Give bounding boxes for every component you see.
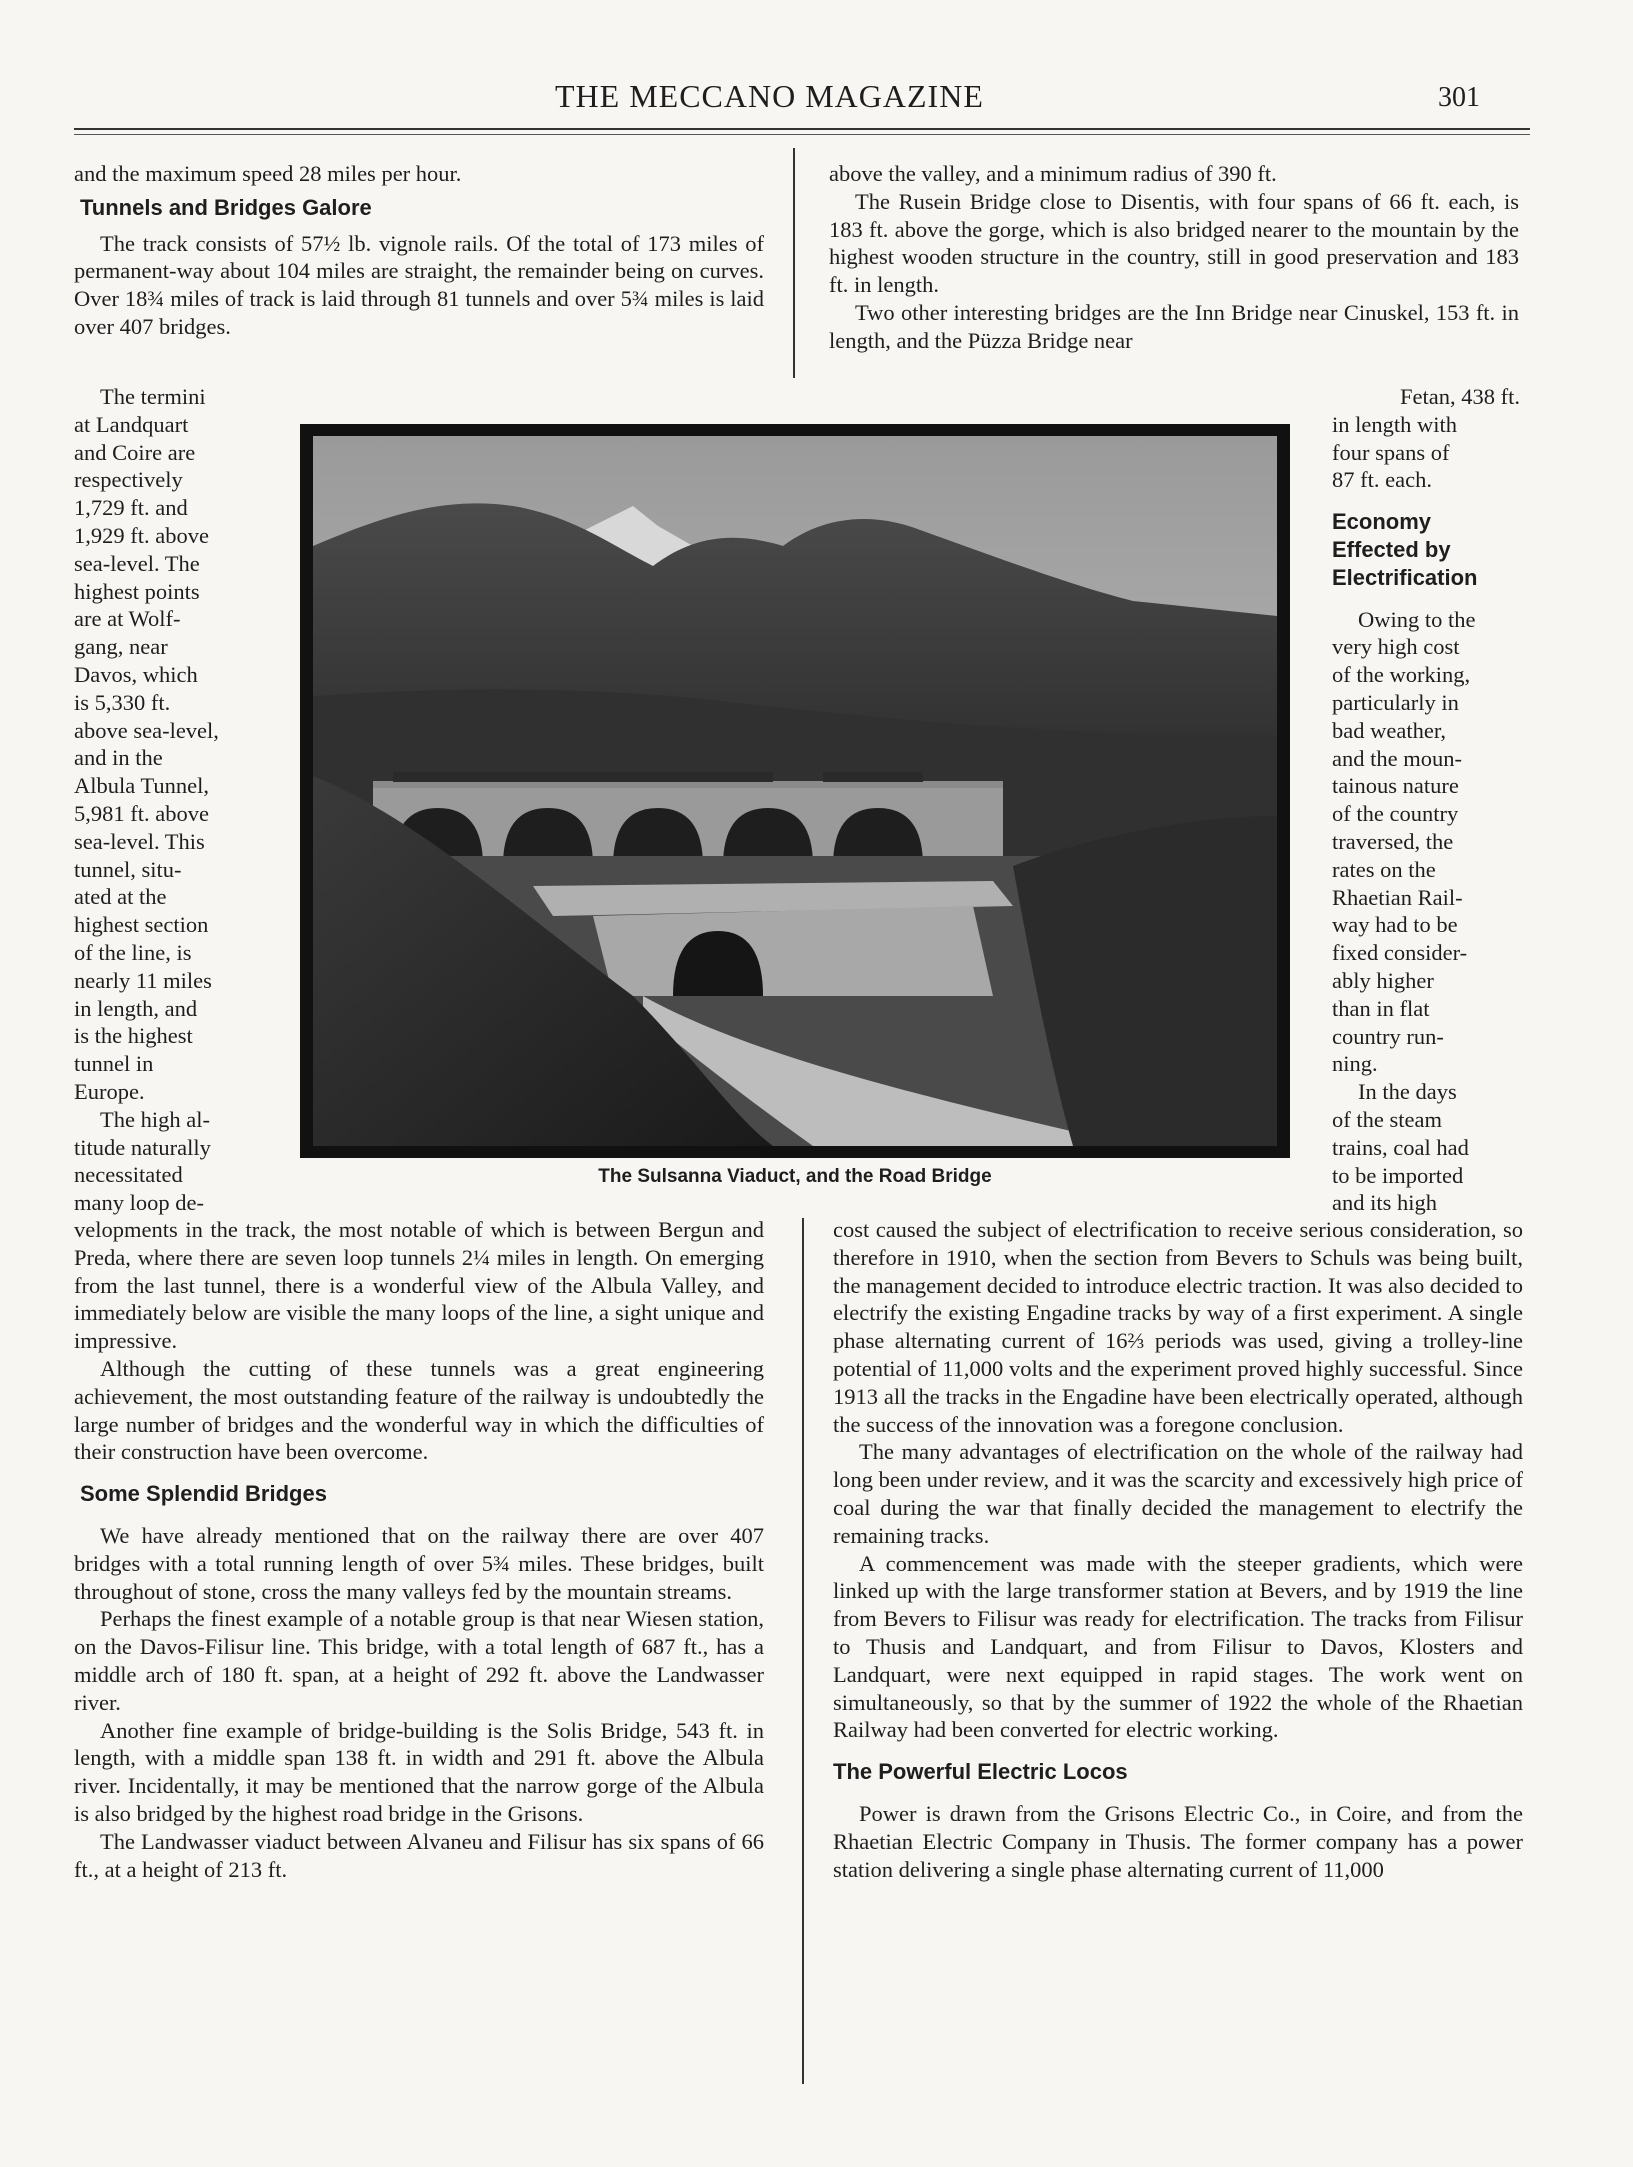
- section-heading: Some Splendid Bridges: [80, 1481, 327, 1507]
- viaduct-photo-image: [313, 436, 1277, 1146]
- narrow-line: In the days: [1358, 1079, 1457, 1105]
- narrow-line: particularly in: [1332, 689, 1459, 715]
- header-rule: [74, 128, 1530, 130]
- paragraph: We have already mentioned that on the railway there are over 407 bridges with a total running length of over 5¾ miles. These bridges, built throughout of stone, cross the many valleys fed by the mountain streams.: [74, 1522, 764, 1604]
- narrow-line: above sea-level,: [74, 717, 219, 743]
- viaduct-photograph: [300, 424, 1290, 1158]
- section-heading: Economy: [1332, 509, 1432, 535]
- page-number: 301: [1438, 82, 1480, 113]
- right-column-top: [829, 160, 1519, 355]
- paragraph: The Rusein Bridge close to Disentis, with four spans of 66 ft. each, is 183 ft. above the gorge, which is also bridged nearer to the mountain by the highest wooden structure in the country, still in good preservation and 183 ft. in length.: [829, 188, 1519, 298]
- narrow-line: Owing to the: [1358, 606, 1476, 632]
- page-header: [0, 70, 1633, 130]
- narrow-line: The termini: [100, 384, 206, 409]
- narrow-line: of the country: [1332, 801, 1459, 827]
- narrow-line: The high al-: [100, 1106, 210, 1132]
- narrow-line: very high cost: [1332, 634, 1460, 660]
- narrow-line: than in flat: [1332, 995, 1430, 1021]
- section-heading: Tunnels and Bridges Galore: [80, 194, 372, 220]
- right-narrow-column: [1332, 383, 1520, 1217]
- left-column-top: [74, 160, 764, 341]
- narrow-line: tunnel, situ-: [74, 856, 182, 882]
- narrow-line: of the working,: [1332, 662, 1471, 688]
- narrow-line: Rhaetian Rail-: [1332, 884, 1463, 910]
- narrow-line: ated at the: [74, 884, 167, 910]
- narrow-line: four spans of: [1332, 439, 1450, 465]
- narrow-line: 1,729 ft. and: [74, 495, 188, 521]
- paragraph: A commencement was made with the steeper gradients, which were linked up with the large transformer station at Bevers, and by 1919 the line from Bevers to Filisur was ready for electrification. The tracks from Filisur to Thusis and Landquart, and from Filisur to Davos, Klosters and Landquart, were next equipped in rapid stages. The work went on simultaneously, so that by the summer of 1922 the whole of the Rhaetian Railway had been converted for electric working.: [833, 1550, 1523, 1743]
- narrow-line: Europe.: [74, 1078, 145, 1104]
- magazine-title: THE MECCANO MAGAZINE: [555, 78, 984, 114]
- column-divider-bottom: [802, 1218, 804, 2084]
- narrow-line: tainous nature: [1332, 773, 1459, 799]
- narrow-line: of the line, is: [74, 939, 192, 965]
- narrow-line: 87 ft. each.: [1332, 467, 1432, 493]
- narrow-line: sea-level. The: [74, 550, 200, 576]
- paragraph: Another fine example of bridge-building is the Solis Bridge, 543 ft. in length, with a middle span 138 ft. in width and 291 ft. above the Albula river. Incidentally, it may be mentioned that the narrow gorge of the Albula is also bridged by the highest road bridge in the Grisons.: [74, 1717, 764, 1826]
- narrow-line: ably higher: [1332, 967, 1434, 993]
- paragraph: cost caused the subject of electrification to receive serious consideration, so therefore in 1910, when the section from Bevers to Schuls was being built, the management decided to introduce electric traction. It was also decided to electrify the existing Engadine tracks by way of a first experiment. A single phase alternating current of 16⅔ periods was used, giving a trolley-line potential of 11,000 volts and the experiment proved highly successful. Since 1913 all the tracks in the Engadine have been electrically operated, although the success of the innovation was a foregone conclusion.: [833, 1217, 1523, 1437]
- column-divider-top: [793, 148, 795, 378]
- narrow-line: is the highest: [74, 1023, 193, 1049]
- narrow-line: highest points: [74, 578, 200, 604]
- narrow-line: in length, and: [74, 995, 198, 1021]
- narrow-line: ning.: [1332, 1051, 1378, 1077]
- narrow-line: gang, near: [74, 634, 168, 660]
- header-rule-thin: [74, 134, 1530, 135]
- narrow-line: trains, coal had: [1332, 1134, 1469, 1160]
- section-heading: Electrification: [1332, 564, 1478, 590]
- paragraph: and the maximum speed 28 miles per hour.: [74, 161, 462, 186]
- paragraph: The track consists of 57½ lb. vignole rails. Of the total of 173 miles of permanent-way about 104 miles are straight, the remainder being on curves. Over 18¾ miles of track is laid through 81 tunnels and over 5¾ miles is laid over 407 bridges.: [74, 230, 764, 339]
- figure-caption: The Sulsanna Viaduct, and the Road Bridge: [598, 1166, 992, 1187]
- narrow-line: to be imported: [1332, 1162, 1464, 1188]
- right-column-bottom: [833, 1216, 1523, 1883]
- left-column-bottom: [74, 1216, 764, 1883]
- narrow-line: and its high: [1332, 1190, 1437, 1216]
- narrow-line: country run-: [1332, 1023, 1444, 1049]
- narrow-line: is 5,330 ft.: [74, 689, 171, 715]
- section-heading: The Powerful Electric Locos: [833, 1759, 1128, 1785]
- paragraph: Although the cutting of these tunnels was a great engineering achievement, the most outstanding feature of the railway is undoubtedly the large number of bridges and the wonderful way in which the difficulties of their construction have been overcome.: [74, 1355, 764, 1465]
- narrow-line: at Landquart: [74, 411, 189, 437]
- narrow-line: Davos, which: [74, 661, 198, 687]
- narrow-line: highest section: [74, 912, 209, 938]
- narrow-line: necessitated: [74, 1162, 183, 1188]
- narrow-line: respectively: [74, 467, 183, 493]
- narrow-line: rates on the: [1332, 856, 1436, 882]
- paragraph: velopments in the track, the most notable of which is between Bergun and Preda, where there are seven loop tunnels 2¼ miles in length. On emerging from the last tunnel, there is a wonderful view of the Albula Valley, and immediately below are visible the many loops of the line, a sight unique and impressive.: [74, 1217, 764, 1354]
- narrow-line: fixed consider-: [1332, 940, 1468, 966]
- narrow-line: and the moun-: [1332, 745, 1462, 771]
- narrow-line: 5,981 ft. above: [74, 800, 209, 826]
- narrow-line: in length with: [1332, 411, 1457, 437]
- narrow-line: traversed, the: [1332, 828, 1454, 854]
- paragraph: Two other interesting bridges are the Inn Bridge near Cinuskel, 153 ft. in length, and the Püzza Bridge near: [829, 299, 1519, 353]
- paragraph: Perhaps the finest example of a notable group is that near Wiesen station, on the Davos-Filisur line. This bridge, with a total length of 687 ft., has a middle arch of 180 ft. span, at a height of 292 ft. above the Landwasser river.: [74, 1606, 764, 1715]
- narrow-line: are at Wolf-: [74, 606, 181, 632]
- paragraph: above the valley, and a minimum radius of 390 ft.: [829, 161, 1277, 186]
- narrow-line: tunnel in: [74, 1051, 154, 1077]
- narrow-line: of the steam: [1332, 1106, 1442, 1132]
- narrow-line: titude naturally: [74, 1134, 211, 1160]
- narrow-line: nearly 11 miles: [74, 967, 212, 993]
- paragraph: The many advantages of electrification on the whole of the railway had long been under review, and it was the scarcity and excessively high price of coal during the war that finally decided the management to electrify the remaining tracks.: [833, 1439, 1523, 1548]
- narrow-line: Albula Tunnel,: [74, 773, 210, 799]
- narrow-line: Fetan, 438 ft.: [1400, 384, 1520, 409]
- paragraph: Power is drawn from the Grisons Electric Co., in Coire, and from the Rhaetian Electric Company in Thusis. The former company has a power station delivering a single phase alternating current of 11,000: [833, 1800, 1523, 1882]
- narrow-line: way had to be: [1332, 912, 1458, 938]
- narrow-line: and in the: [74, 745, 163, 771]
- narrow-line: 1,929 ft. above: [74, 522, 209, 548]
- narrow-line: bad weather,: [1332, 717, 1447, 743]
- paragraph: The Landwasser viaduct between Alvaneu and Filisur has six spans of 66 ft., at a height of 213 ft.: [74, 1828, 764, 1882]
- section-heading: Effected by: [1332, 536, 1451, 562]
- narrow-line: and Coire are: [74, 439, 196, 465]
- narrow-line: sea-level. This: [74, 828, 205, 854]
- left-narrow-column: [74, 383, 270, 1217]
- narrow-line: many loop de-: [74, 1190, 204, 1216]
